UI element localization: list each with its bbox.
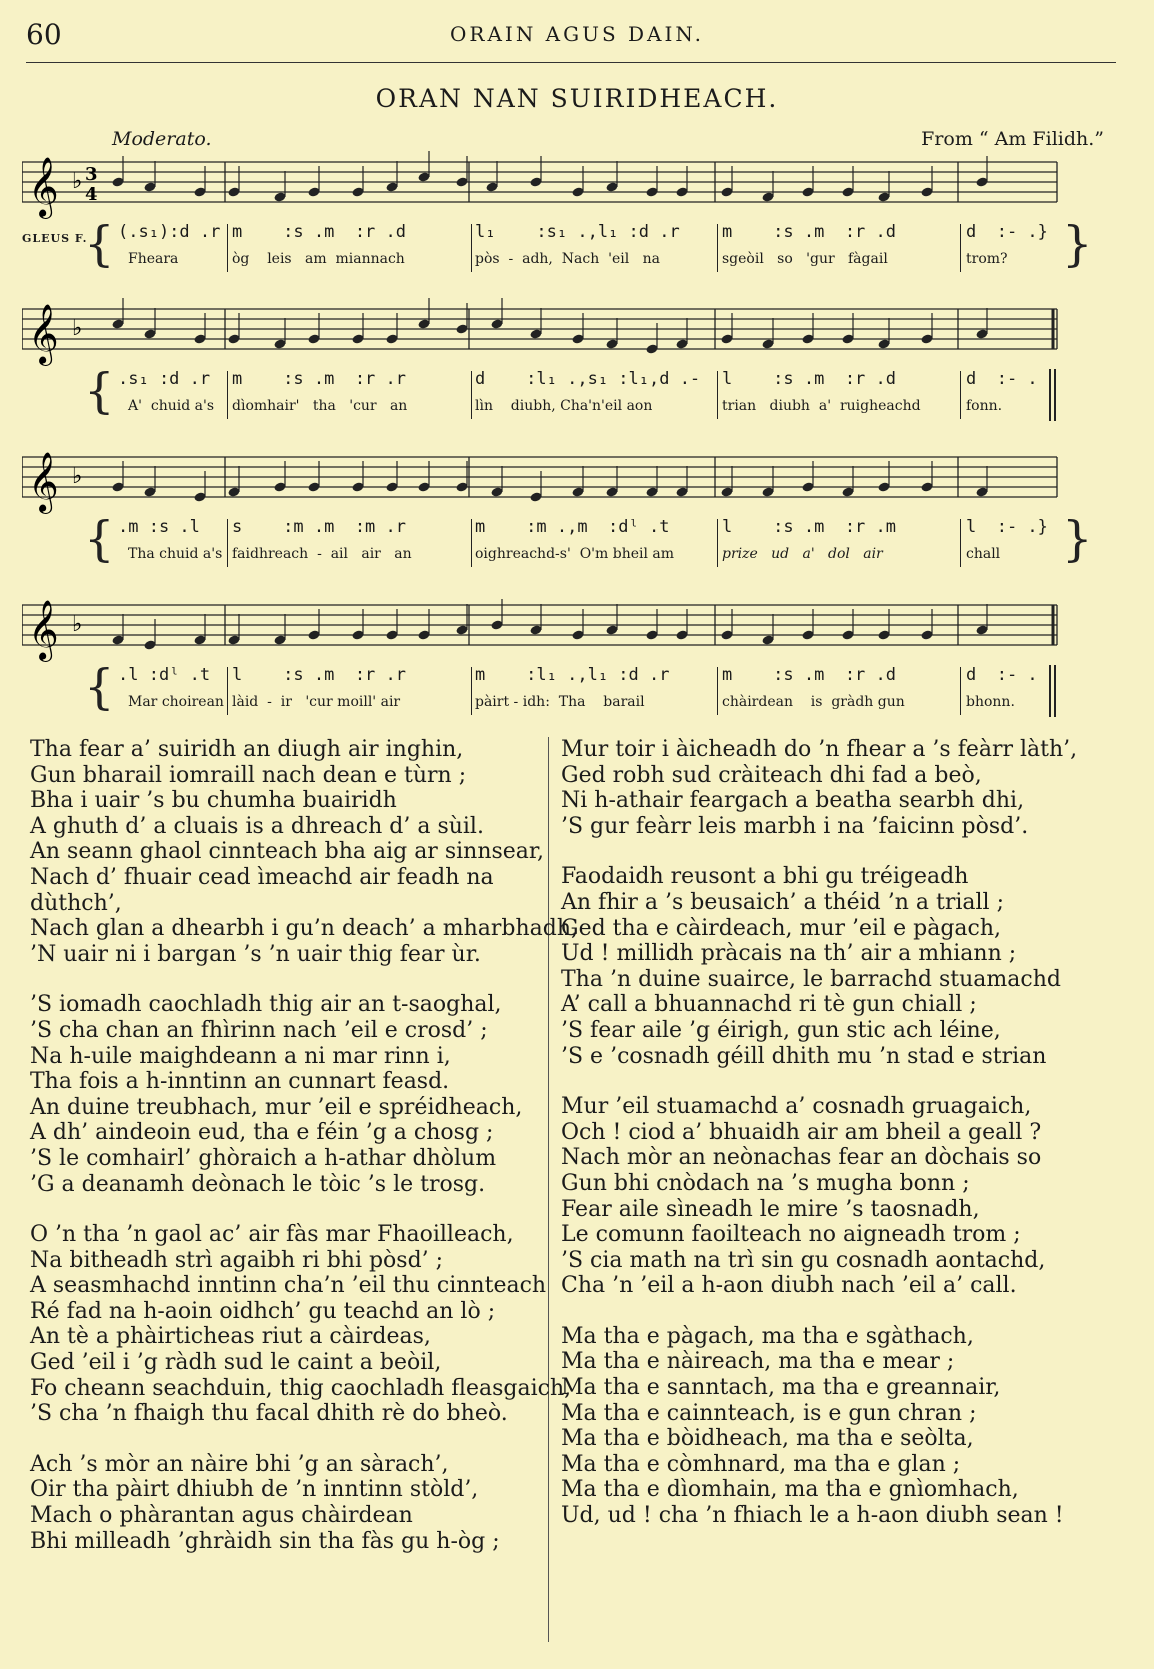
poem-line: ’S cha chan an fhìrinn nach ’eil e crosd’ ; [30, 1017, 488, 1043]
running-title: ORAIN AGUS DAIN. [450, 22, 704, 46]
flat-key-signature-icon: ♭ [72, 464, 83, 489]
poem-right-column [561, 737, 1121, 1554]
poem-line: ’S cha ’n fhaigh thu facal dhith rè do bheò. [30, 1401, 508, 1427]
solfa-bar-line [227, 519, 228, 567]
poem-line: Mur ’eil stuamachd a’ cosnadh gruagaich, [561, 1094, 1032, 1120]
solfa-bar-line [717, 371, 718, 419]
treble-clef-icon: 𝄞 [28, 304, 59, 364]
treble-clef-icon: 𝄞 [28, 452, 59, 512]
poem-line: Tha fear a’ suiridh an diugh air inghin, [30, 737, 464, 762]
poem-stanza [30, 737, 579, 967]
poem-line: Tha fois a h-inntinn an cunnart feasd. [30, 1069, 450, 1095]
poem-line: Na h-uile maighdeann a ni mar rinn i, [30, 1043, 451, 1069]
solfa-measure: m :l₁ .,l₁ :d .r [475, 665, 670, 685]
solfa-bar-line [960, 667, 961, 715]
lyric-row [22, 546, 1122, 568]
poem-line: ’S fear aile ’g éirigh, gun stic ach léine, [561, 1017, 1001, 1043]
page-number: 60 [26, 18, 62, 51]
poem-stanza [561, 737, 1121, 839]
solfa-measure: l :s .m :r .r [232, 665, 406, 685]
lyric-measure: sgeòil so 'gur fàgail [722, 251, 888, 267]
poem-line: Ud, ud ! cha ’n fhiach le a h-aon diubh sean ! [561, 1503, 1064, 1529]
solfa-bar-line [471, 519, 472, 567]
solfa-bar-line [960, 519, 961, 567]
key-label: GLEUS F. [22, 232, 88, 245]
solfa-measure: l :s .m :r .m [722, 517, 896, 537]
lyric-measure: faidhreach - ail air an [232, 546, 412, 562]
lyric-measure: prize ud a' dol air [722, 546, 883, 562]
solfa-row [22, 517, 1122, 541]
lyric-measure: chàirdean is gràdh gun [722, 694, 905, 710]
solfa-bar-line [471, 371, 472, 419]
music-system [22, 150, 1122, 285]
poem-line: ’G a deanamh deònach le tòic ’s le trosg. [30, 1171, 486, 1197]
poem-line: Ged robh sud cràiteach dhi fad a beò, [561, 762, 982, 788]
solfa-measure: .s₁ :d .r [118, 369, 211, 389]
poem-line: Ma tha e bòidheach, ma tha e seòlta, [561, 1426, 974, 1452]
poem-line: Ma tha e dìomhain, ma tha e gnìomhach, [561, 1477, 1019, 1503]
solfa-row [22, 369, 1122, 393]
left-brace-icon: { [84, 363, 115, 419]
solfa-measure: m :s .m :r .d [722, 665, 896, 685]
song-title: ORAN NAN SUIRIDHEACH. [375, 84, 779, 113]
page-header [0, 18, 1154, 58]
poem-line: Ged ’eil i ’g ràdh sud le caint a beòil, [30, 1350, 442, 1376]
poem-line: Bhi milleadh ’ghràidh sin tha fàs gu h-òg ; [30, 1528, 500, 1554]
poem-line: Nach glan a dhearbh i gu’n deach’ a mharbhadh, [30, 916, 579, 942]
treble-clef-icon: 𝄞 [28, 157, 59, 217]
poem-line: Cha ’n ’eil a h-aon diubh nach ’eil a’ call. [561, 1273, 1017, 1299]
solfa-row [22, 665, 1122, 689]
poem-line: ’N uair ni i bargan ’s ’n uair thig fear ùr. [30, 941, 481, 967]
solfa-bar-line [960, 224, 961, 272]
flat-key-signature-icon: ♭ [72, 316, 83, 341]
solfa-measure: l₁ :s₁ .,l₁ :d .r [475, 222, 680, 242]
poem-line: dùthch’, [30, 890, 122, 916]
solfa-measure: s :m .m :m .r [232, 517, 406, 537]
poem-line: ’S cia math na trì sin gu cosnadh aontachd, [561, 1247, 1046, 1273]
poem-line: Ged tha e càirdeach, mur ’eil e pàgach, [561, 915, 1001, 941]
solfa-bar-line [471, 224, 472, 272]
left-brace-icon: { [84, 511, 115, 567]
solfa-bar-line [960, 371, 961, 419]
solfa-measure: m :m .,m :dˡ .t [475, 517, 670, 537]
poem-line: Ni h-athair feargach a beatha searbh dhi, [561, 788, 1025, 814]
lyric-measure: trom? [966, 251, 1008, 267]
lyric-measure: chall [966, 546, 1001, 562]
poem-line: Fo cheann seachduin, thig caochladh fleasgaich, [30, 1375, 572, 1401]
poem-line: Ma tha e nàireach, ma tha e mear ; [561, 1349, 955, 1375]
poem-line: An seann ghaol cinnteach bha aig ar sinnsear, [30, 839, 545, 865]
lyric-measure: fonn. [966, 398, 1003, 414]
solfa-measure: d :- . [966, 665, 1038, 685]
staff [22, 297, 1122, 377]
solfa-measure: l :- .} [966, 517, 1048, 537]
lyric-measure: A' chuid a's [128, 398, 215, 414]
solfa-bar-line [227, 371, 228, 419]
poem-line: Ma tha e còmhnard, ma tha e glan ; [561, 1451, 961, 1477]
time-signature-bottom: 4 [85, 184, 98, 205]
tempo-marking: Moderato. [112, 128, 212, 150]
solfa-measure: d :- . [966, 369, 1038, 389]
lyric-row [22, 251, 1122, 273]
poem-line: Ma tha e sanntach, ma tha e greannair, [561, 1375, 1001, 1401]
solfa-measure: l :s .m :r .d [722, 369, 896, 389]
flat-key-signature-icon: ♭ [72, 169, 83, 194]
poem-line: ’S gur feàrr leis marbh i na ’faicinn pòsd’. [561, 813, 1029, 839]
poem-stanza [561, 864, 1121, 1069]
solfa-measure: .l :dˡ .t [118, 665, 211, 685]
poem-line: O ’n tha ’n gaol ac’ air fàs mar Fhaoilleach, [30, 1222, 514, 1248]
solfa-measure: m :s .m :r .d [722, 222, 896, 242]
solfa-double-bar [1054, 369, 1056, 421]
poem-line: Faodaidh reusont a bhi gu tréigeadh [561, 864, 969, 890]
solfa-double-bar [1049, 665, 1051, 717]
solfa-bar-line [717, 224, 718, 272]
lyric-measure: òg leis am miannach [232, 251, 405, 267]
poem-line: A seasmhachd inntinn cha’n ’eil thu cinnteach [30, 1273, 547, 1299]
poem-line: Gun bharail iomraill nach dean e tùrn ; [30, 762, 467, 788]
solfa-bar-line [227, 667, 228, 715]
poem-line: ’S le comhairl’ ghòraich a h-athar dhòlum [30, 1145, 497, 1171]
right-brace-icon: } [1062, 511, 1093, 567]
left-brace-icon: { [84, 216, 115, 272]
solfa-bar-line [717, 667, 718, 715]
lyric-measure: lìn diubh, Cha'n'eil aon [475, 398, 653, 414]
poem-line: Ma tha e pàgach, ma tha e sgàthach, [561, 1323, 974, 1349]
staff [22, 445, 1122, 525]
music-system [22, 445, 1122, 580]
poem-line: Ud ! millidh pràcais na th’ air a mhiann ; [561, 941, 1017, 967]
solfa-measure: .m :s .l [118, 517, 200, 537]
poem-line: Och ! ciod a’ bhuaidh air am bheil a geall ? [561, 1119, 1042, 1145]
poem-line: Le comunn faoilteach no aigneadh trom ; [561, 1222, 1021, 1248]
poem-line: A ghuth d’ a cluais is a dhreach d’ a sùil. [30, 813, 484, 839]
solfa-measure: d :l₁ .,s₁ :l₁,d .- [475, 369, 701, 389]
poem-line: Tha ’n duine suairce, le barrachd stuamachd [561, 966, 1061, 992]
solfa-measure: m :s .m :r .r [232, 369, 406, 389]
lyric-measure: dìomhair' tha 'cur an [232, 398, 408, 414]
poem-line: An fhir a ’s beusaich’ a théid ’n a triall ; [561, 889, 1004, 915]
lyric-measure: bhonn. [966, 694, 1015, 710]
poem-line: Mach o phàrantan agus chàirdean [30, 1503, 413, 1529]
solfa-bar-line [471, 667, 472, 715]
poem-line: Nach d’ fhuair cead ìmeachd air feadh na [30, 864, 494, 890]
poem-line: A’ call a bhuannachd ri tè gun chiall ; [561, 992, 977, 1018]
poem-line: Ach ’s mòr an nàire bhi ’g an sàrach’, [30, 1451, 449, 1477]
song-source: From “ Am Filidh.” [921, 128, 1104, 150]
solfa-row [22, 222, 1122, 246]
poem-line: Oir tha pàirt dhiubh de ’n inntinn stòld’, [30, 1477, 479, 1503]
poem-stanza [30, 992, 550, 1197]
solfa-measure: m :s .m :r .d [232, 222, 406, 242]
solfa-double-bar [1054, 665, 1056, 717]
solfa-double-bar [1049, 369, 1051, 421]
poem-line: Mur toir i àicheadh do ’n fhear a ’s feàrr làth’, [561, 737, 1078, 762]
right-brace-icon: } [1062, 216, 1093, 272]
music-system [22, 297, 1122, 432]
poem-line: An duine treubhach, mur ’eil e spréidheach, [30, 1094, 523, 1120]
left-brace-icon: { [84, 659, 115, 715]
lyric-measure: làid - ir 'cur moill' air [232, 694, 401, 710]
solfa-bar-line [717, 519, 718, 567]
poem-left-column [30, 737, 579, 1579]
poem-line: Fear aile sìneadh le mire ’s taosnadh, [561, 1196, 980, 1222]
poem-line: A dh’ aindeoin eud, tha e féin ’g a chosg ; [30, 1120, 494, 1146]
staff [22, 593, 1122, 673]
lyric-measure: Mar choirean [128, 694, 224, 710]
poem-stanza [561, 1324, 1121, 1529]
solfa-bar-line [227, 224, 228, 272]
lyric-row [22, 694, 1122, 716]
poem-line: Ré fad na h-aoin oidhch’ gu teachd an lò ; [30, 1298, 496, 1324]
treble-clef-icon: 𝄞 [28, 600, 59, 660]
poem-line: Nach mòr an neònachas fear an dòchais so [561, 1145, 1042, 1171]
solfa-measure: (.s₁):d .r [118, 222, 221, 242]
header-rule [26, 62, 1116, 63]
time-signature-top: 3 [85, 164, 98, 185]
lyric-measure: pàirt - idh: Tha barail [475, 694, 645, 710]
poem-line: Na bitheadh strì agaibh ri bhi pòsd’ ; [30, 1247, 444, 1273]
solfa-measure: d :- .} [966, 222, 1048, 242]
poem-line: Ma tha e cainnteach, is e gun chran ; [561, 1400, 977, 1426]
lyric-measure: Fheara [128, 251, 179, 267]
staff [22, 150, 1122, 230]
lyric-measure: Tha chuid a's [128, 546, 223, 562]
lyric-measure: oighreachd-s' O'm bheil am [475, 546, 675, 562]
poem-stanza [30, 1222, 572, 1427]
lyric-measure: pòs - adh, Nach 'eil na [475, 251, 660, 267]
poem-stanza [30, 1452, 550, 1554]
poem-line: An tè a phàirticheas riut a càirdeas, [30, 1324, 431, 1350]
poem-stanza [561, 1094, 1121, 1299]
lyric-measure: trian diubh a' ruigheachd [722, 398, 921, 414]
flat-key-signature-icon: ♭ [72, 612, 83, 637]
lyric-row [22, 398, 1122, 420]
poem-line: Bha i uair ’s bu chumha buairidh [30, 788, 397, 814]
poem-line: Gun bhi cnòdach na ’s mugha bonn ; [561, 1170, 970, 1196]
music-system [22, 593, 1122, 728]
poem-line: ’S iomadh caochladh thig air an t-saoghal, [30, 992, 502, 1018]
poem-line: ’S e ’cosnadh géill dhith mu ’n stad e strian [561, 1043, 1047, 1069]
